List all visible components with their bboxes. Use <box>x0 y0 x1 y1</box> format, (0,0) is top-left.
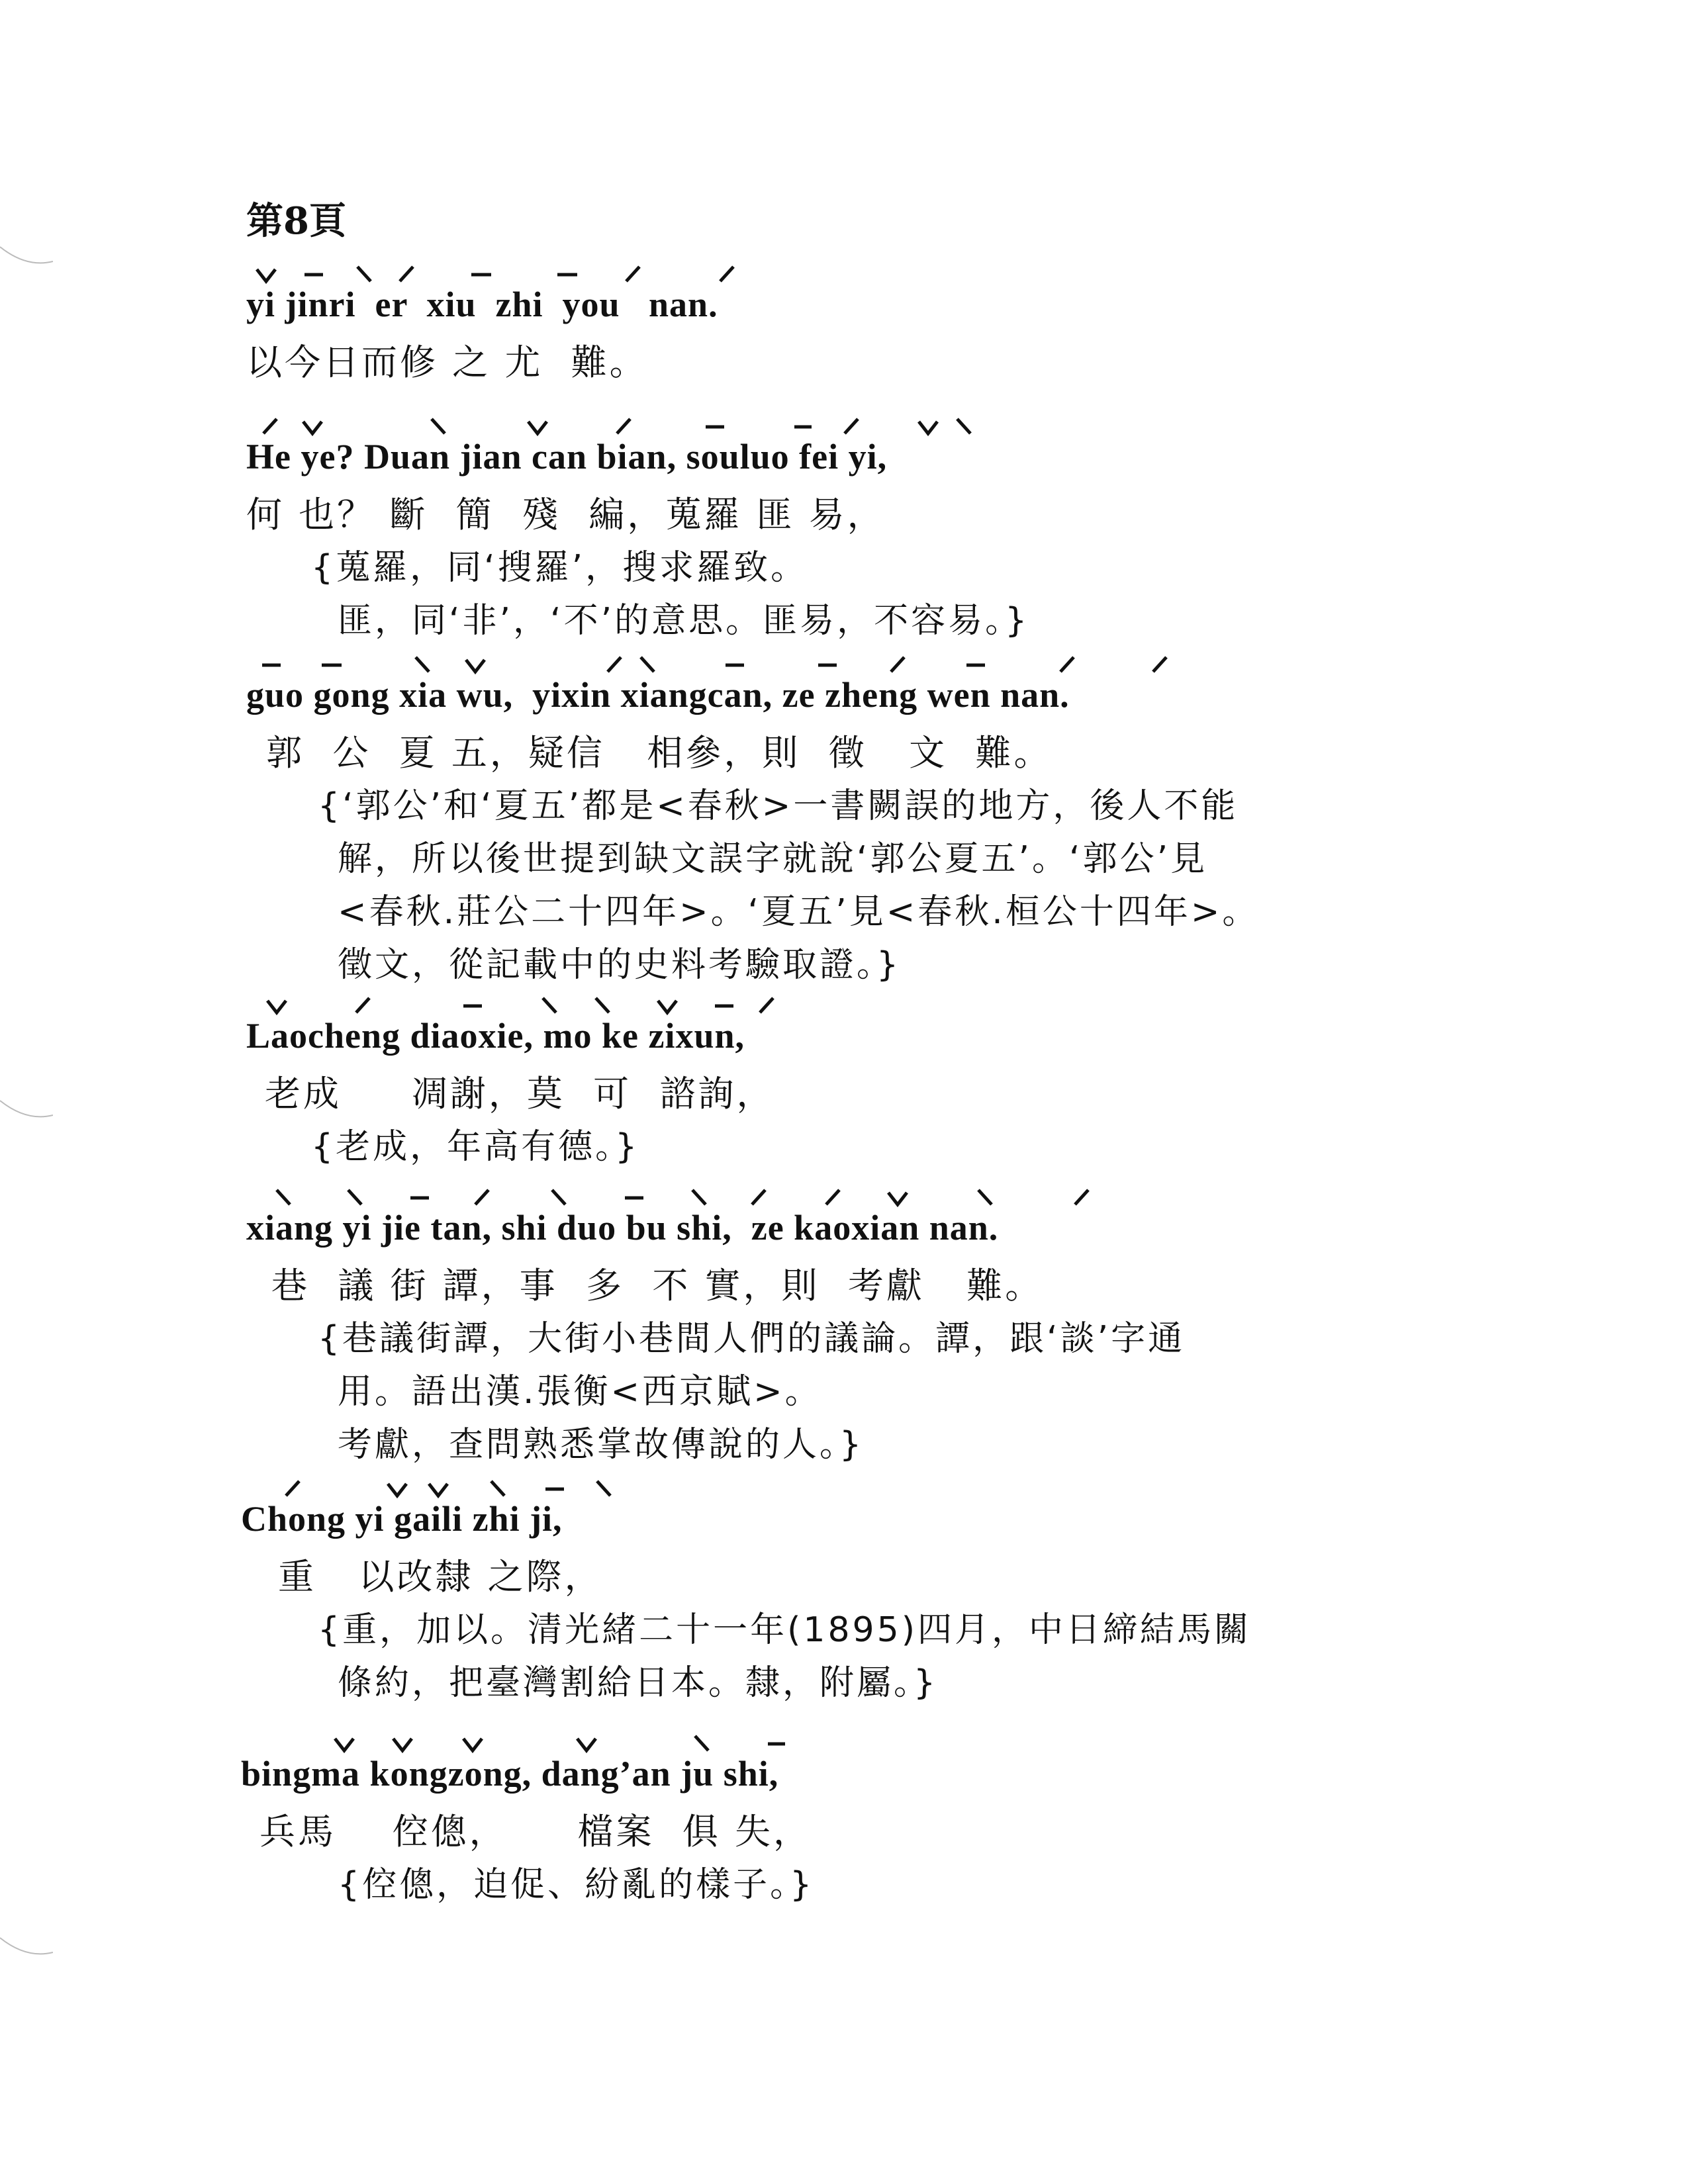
chinese-line: 郭 公 夏 五，疑信 相參，則 徵 文 難。 <box>266 732 1053 774</box>
annotation-line: 徵文，從記載中的史料考驗取證。} <box>338 945 902 985</box>
tone-mark <box>752 1190 765 1205</box>
tone-mark <box>720 267 733 281</box>
annotation-line: {老成，年高有德。} <box>311 1127 640 1167</box>
tone-mark <box>845 419 858 433</box>
annotation-line: 解，所以後世提到缺文誤字就說‘郭公夏五’。‘郭公’見 <box>338 839 1208 879</box>
chinese-line: 何 也？ 斷 簡 殘 編，蒐羅 匪 易， <box>246 494 886 535</box>
punch-hole-mark <box>0 1933 53 1959</box>
pinyin-line: bingma kongzong, dang’an ju shi, <box>241 1754 779 1794</box>
tone-mark <box>388 1484 406 1496</box>
tone-mark <box>400 267 413 281</box>
tone-mark <box>491 1481 504 1496</box>
annotation-line: 匪，同‘非’，‘不’的意思。匪易，不容易。} <box>338 601 1030 641</box>
annotation-line: 條約，把臺灣割給日本。隸，附屬。} <box>338 1663 939 1703</box>
tone-mark <box>1153 657 1166 672</box>
annotation-line: {蒐羅，同‘搜羅’，搜求羅致。 <box>311 548 808 588</box>
tone-mark <box>826 1190 839 1205</box>
tone-mark <box>543 998 556 1013</box>
tone-mark <box>432 419 445 433</box>
tone-mark <box>1060 657 1074 672</box>
tone-mark <box>695 1736 708 1751</box>
tone-mark <box>463 1739 482 1751</box>
pinyin-line: Laocheng diaoxie, mo ke zixun, <box>246 1016 745 1056</box>
punch-hole-mark <box>0 1095 53 1122</box>
tone-mark <box>552 1190 565 1205</box>
tone-mark <box>357 267 371 281</box>
tone-mark <box>475 1190 489 1205</box>
pinyin-line: guo gong xia wu, yixin xiangcan, ze zheng wen nan. <box>246 675 1070 715</box>
tone-mark <box>596 998 609 1013</box>
pinyin-line: Chong yi gaili zhi ji, <box>241 1499 563 1539</box>
tone-mark <box>348 1190 361 1205</box>
tone-mark <box>617 419 630 433</box>
tone-mark <box>466 660 485 672</box>
tone-mark <box>978 1190 992 1205</box>
punch-hole-mark <box>0 242 53 268</box>
annotation-line: 考獻，查問熟悉掌故傳說的人。} <box>338 1425 865 1465</box>
tone-mark <box>891 657 904 672</box>
annotation-line: {‘郭公’和‘夏五’都是<春秋>一書闕誤的地方，後人不能 <box>318 786 1239 826</box>
tone-mark <box>1075 1190 1088 1205</box>
tone-mark <box>286 1481 299 1496</box>
tone-mark <box>303 422 322 433</box>
tone-mark <box>597 1481 610 1496</box>
chinese-line: 老成 凋謝，莫 可 諮詢， <box>265 1073 775 1115</box>
tone-mark <box>335 1739 353 1751</box>
annotation-line: 用。語出漢.張衡<西京賦>。 <box>338 1372 822 1412</box>
tone-mark <box>641 657 654 672</box>
tone-mark <box>277 1190 290 1205</box>
tone-mark <box>692 1190 706 1205</box>
annotation-line: {倥傯，迫促、紛亂的樣子。} <box>338 1865 815 1905</box>
tone-mark <box>919 422 937 433</box>
tone-mark <box>416 657 429 672</box>
chinese-line: 巷 議 街 譚，事 多 不 實，則 考獻 難。 <box>271 1265 1044 1306</box>
tone-mark <box>760 998 773 1013</box>
tone-mark <box>267 1001 286 1013</box>
tone-mark <box>528 422 547 433</box>
pinyin-line: xiang yi jie tan, shi duo bu shi, ze kaoxian nan. <box>246 1208 999 1248</box>
tone-mark <box>263 419 277 433</box>
annotation-line: {巷議街譚，大街小巷間人們的議論。譚，跟‘談’字通 <box>318 1319 1186 1359</box>
tone-mark <box>626 267 639 281</box>
tone-mark <box>393 1739 412 1751</box>
tone-mark <box>257 269 275 281</box>
annotation-line: {重，加以。清光緒二十一年(1895)四月，中日締結馬關 <box>318 1610 1251 1650</box>
tone-mark <box>356 998 369 1013</box>
tone-mark <box>957 419 970 433</box>
tone-mark <box>577 1739 596 1751</box>
pinyin-line: yi jinri er xiu zhi you nan. <box>246 285 718 324</box>
chinese-line: 以今日而修 之 尤 難。 <box>246 341 648 383</box>
annotation-line: <春秋.莊公二十四年>。‘夏五’見<春秋.桓公十四年>。 <box>338 892 1260 932</box>
pinyin-line: He ye? Duan jian can bian, souluo fei yi, <box>246 437 888 477</box>
chinese-line: 兵馬 倥傯， 檔案 俱 失， <box>259 1811 812 1852</box>
tone-mark <box>429 1484 447 1496</box>
tone-mark <box>608 657 621 672</box>
page-number: 第8頁 <box>246 199 346 243</box>
tone-mark <box>888 1193 907 1205</box>
tone-mark <box>658 1001 677 1013</box>
chinese-line: 重 以改隸 之際， <box>278 1556 603 1598</box>
